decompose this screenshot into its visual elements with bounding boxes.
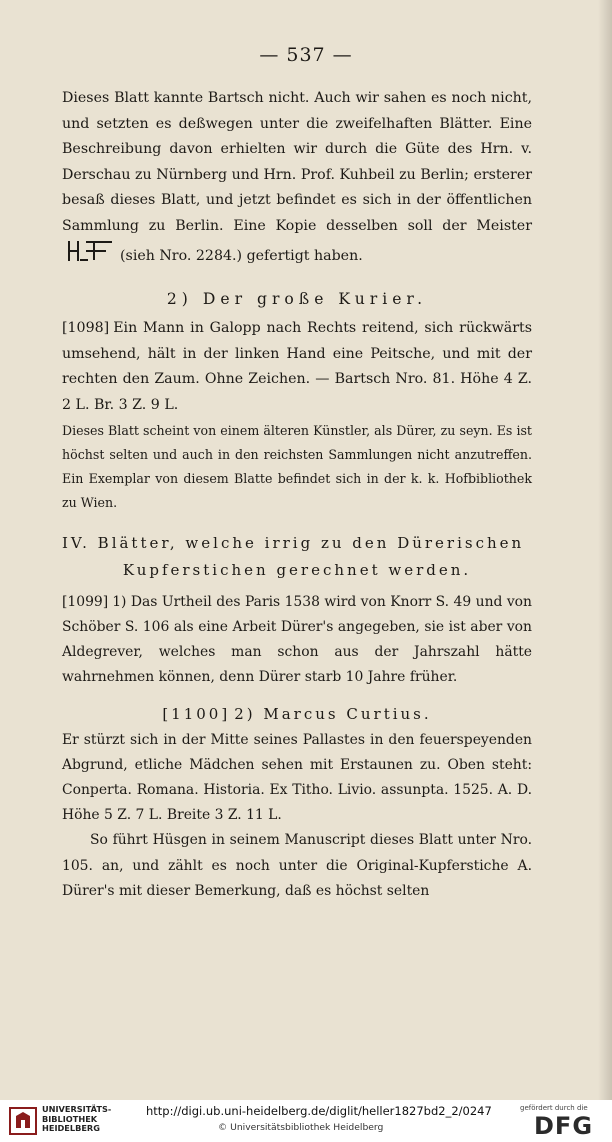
section-heading-iv: IV. Blätter, welche irrig zu den Dürerischen bbox=[62, 533, 525, 552]
entry-1100-text2: So führt Hüsgen in seinem Manuscript dieses Blatt unter Nro. 105. an, und zählt es noch unter die Original-Kupferstiche A. Dürer's mit dieser Bemerkung, daß es höchst selten bbox=[62, 832, 532, 899]
entry-1098-note: Dieses Blatt scheint von einem älteren Künstler, als Dürer, zu seyn. Es ist höchst selten und auch in den reichsten Sammlungen nicht anzutreffen. Ein Exemplar von diesem Blatte befindet sich in der k. k. Hofbibliothek zu Wien. bbox=[62, 422, 532, 511]
library-name-line2: BIBLIOTHEK bbox=[42, 1113, 98, 1124]
library-logo-icon bbox=[8, 1106, 38, 1140]
paragraph-intro bbox=[62, 86, 532, 271]
entry-1099 bbox=[62, 590, 532, 691]
funder-caption: gefördert durch die bbox=[520, 1104, 588, 1112]
library-name bbox=[42, 1105, 111, 1134]
section-heading-iv-line2: Kupferstichen gerechnet werden. bbox=[122, 560, 472, 579]
dfg-logo: DFG bbox=[534, 1112, 594, 1140]
copyright-text: © Universitätsbibliothek Heidelberg bbox=[218, 1122, 384, 1133]
footer-bar bbox=[0, 1100, 612, 1142]
page-body bbox=[62, 86, 532, 904]
paragraph-intro-text: Dieses Blatt kannte Bartsch nicht. Auch wir sahen es noch nicht, und setzten es deßwegen unter die zweifelhaften Blätter. Eine Beschreibung davon erhielten wir durch die Güte des Hrn. v. Derschau zu Nürnberg und Hrn. Prof. Kuhbeil zu Berlin; ersterer besaß dieses Blatt, und jetzt befindet es sich in der öffentlichen Sammlung zu Berlin. Eine Kopie desselben soll der Meister bbox=[62, 90, 532, 234]
page-number: — 537 — bbox=[259, 44, 353, 66]
library-name-line3: HEIDELBERG bbox=[42, 1123, 100, 1134]
entry-1099-text: 1) Das Urtheil des Paris 1538 wird von Knorr S. 49 und von Schöber S. 106 als eine Arbeit Dürer's angegeben, sie ist aber von Aldegrever, welches man schon aus der Jahrszahl hätte wahrnehmen können, denn Dürer starb 10 Jahre früher. bbox=[62, 593, 532, 686]
entry-number: [1100] bbox=[162, 704, 231, 723]
paragraph-intro-end: (sieh Nro. 2284.) gefertigt haben. bbox=[120, 247, 363, 264]
entry-number: [1098] bbox=[62, 320, 110, 337]
permalink-url[interactable]: http://digi.ub.uni-heidelberg.de/diglit/heller1827bd2_2/0247 bbox=[146, 1104, 492, 1118]
section-heading-kurier: 2) Der große Kurier. bbox=[166, 290, 428, 309]
library-name-line1: UNIVERSITÄTS- bbox=[42, 1104, 112, 1114]
section-heading-curtius-text: 2) Marcus Curtius. bbox=[234, 704, 432, 723]
section-heading-curtius bbox=[62, 701, 532, 728]
entry-number: [1099] bbox=[62, 593, 109, 610]
monogram-mark-icon bbox=[66, 240, 116, 272]
entry-1098-text: Ein Mann in Galopp nach Rechts reitend, sich rückwärts umsehend, hält in der linken Hand eine Peitsche, und mit der rechten den Zaum. Ohne Zeichen. — Bartsch Nro. 81. Höhe 4 Z. 2 L. Br. 3 Z. 9 L. bbox=[62, 320, 532, 413]
entry-1098 bbox=[62, 316, 532, 418]
entry-1100-text: Er stürzt sich in der Mitte seines Pallastes in den feuerspeyenden Abgrund, etliche Mädchen sehen mit Erstaunen zu. Oben steht: Conperta. Romana. Historia. Ex Titho. Livio. assunpta. 1525. A. D. Höhe 5 Z. 7 L. Breite 3 Z. 11 L. bbox=[62, 731, 532, 824]
